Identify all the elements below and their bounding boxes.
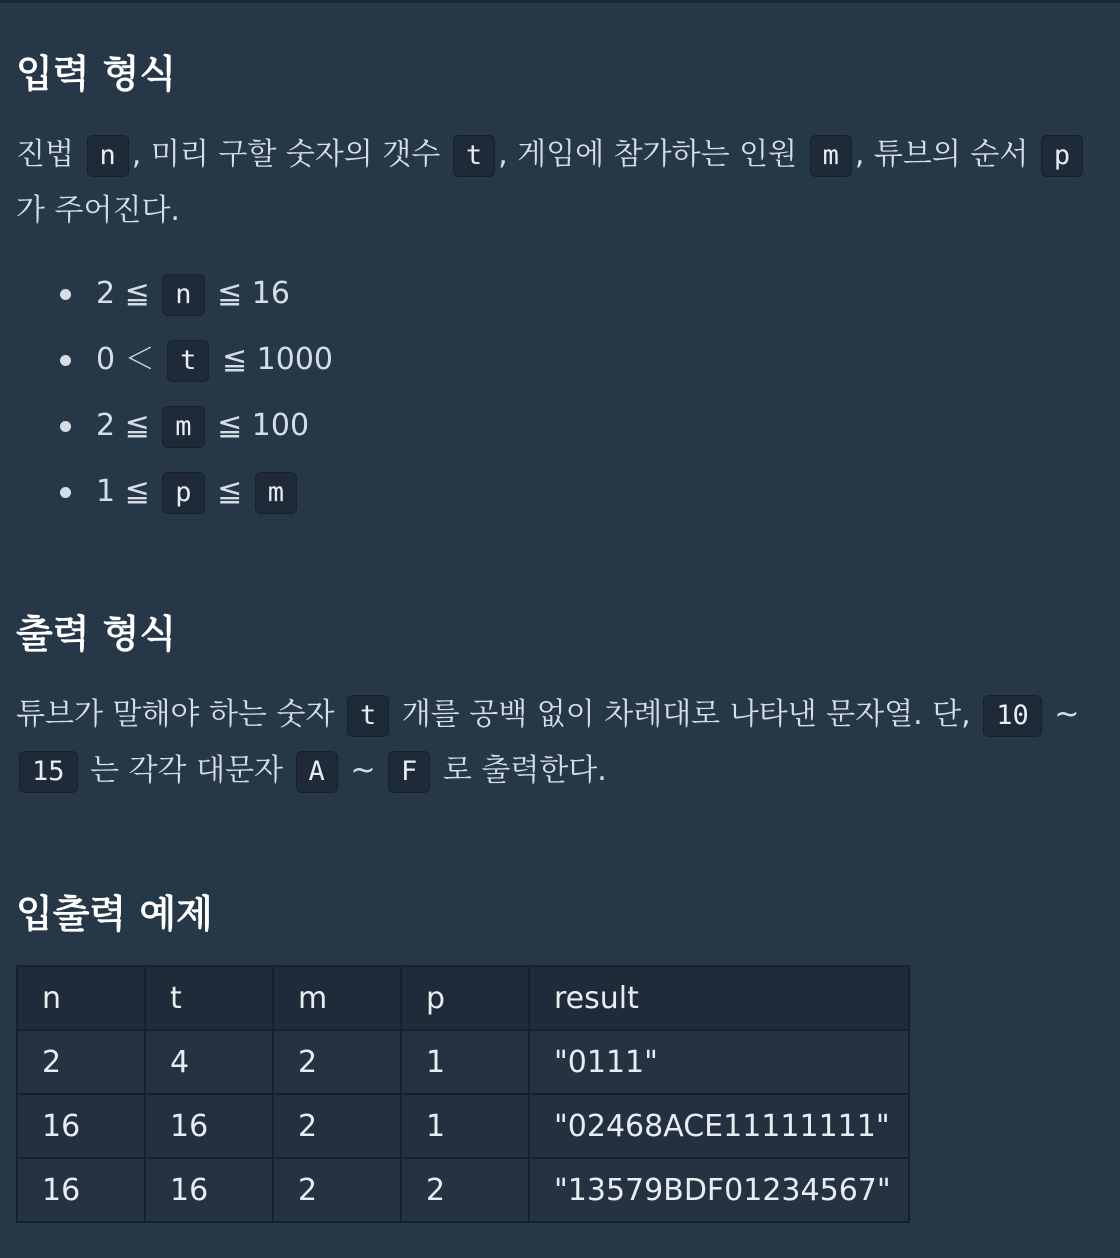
inline-code: m bbox=[255, 472, 297, 514]
text-segment: 1 ≦ bbox=[96, 474, 160, 509]
constraint-item bbox=[60, 459, 333, 525]
table-cell: 1 bbox=[401, 1094, 529, 1158]
text-segment: ~ bbox=[340, 753, 386, 788]
table-cell: 1 bbox=[401, 1030, 529, 1094]
table-header-row bbox=[17, 966, 909, 1030]
table-cell: 16 bbox=[145, 1158, 273, 1222]
input-format-description bbox=[16, 127, 1096, 239]
table-row bbox=[17, 1158, 909, 1222]
inline-code: F bbox=[388, 751, 430, 793]
table-row bbox=[17, 1030, 909, 1094]
column-header-p: p bbox=[401, 966, 529, 1030]
table-cell: 16 bbox=[145, 1094, 273, 1158]
inline-code: n bbox=[87, 135, 129, 177]
column-header-result: result bbox=[529, 966, 909, 1030]
output-format-description bbox=[16, 687, 1096, 799]
inline-code: m bbox=[162, 406, 204, 448]
column-header-m: m bbox=[273, 966, 401, 1030]
text-segment: , 미리 구할 숫자의 갯수 bbox=[131, 137, 450, 172]
bullet-icon bbox=[60, 487, 71, 498]
table-cell: 2 bbox=[273, 1158, 401, 1222]
constraint-item bbox=[60, 261, 333, 327]
bullet-icon bbox=[60, 421, 71, 432]
inline-code: p bbox=[1041, 135, 1083, 177]
table-cell: 16 bbox=[17, 1158, 145, 1222]
text-segment: ≦ bbox=[207, 474, 252, 509]
text-segment: 2 ≦ bbox=[96, 408, 160, 443]
inline-code: A bbox=[296, 751, 338, 793]
text-segment: , 게임에 참가하는 인원 bbox=[498, 137, 807, 172]
bullet-icon bbox=[60, 289, 71, 300]
inline-code: n bbox=[162, 274, 204, 316]
inline-code: p bbox=[162, 472, 204, 514]
io-examples-title: 입출력 예제 bbox=[16, 892, 213, 936]
table-cell: 2 bbox=[17, 1030, 145, 1094]
column-header-t: t bbox=[145, 966, 273, 1030]
inline-code: t bbox=[347, 695, 389, 737]
inline-code: t bbox=[167, 340, 209, 382]
input-format-title: 입력 형식 bbox=[16, 52, 177, 96]
text-segment: 튜브가 말해야 하는 숫자 bbox=[16, 697, 344, 732]
column-header-n: n bbox=[17, 966, 145, 1030]
text-segment: 는 각각 대문자 bbox=[80, 753, 293, 788]
text-segment: 0 ＜ bbox=[96, 342, 165, 377]
table-cell: "13579BDF01234567" bbox=[529, 1158, 909, 1222]
table-cell: "02468ACE11111111" bbox=[529, 1094, 909, 1158]
inline-code: 10 bbox=[983, 695, 1042, 737]
text-segment: 가 주어진다. bbox=[16, 193, 180, 228]
text-segment: ≦ 1000 bbox=[212, 342, 333, 377]
table-cell: 2 bbox=[273, 1094, 401, 1158]
table-row bbox=[17, 1094, 909, 1158]
constraint-item bbox=[60, 393, 333, 459]
output-format-title: 출력 형식 bbox=[16, 612, 177, 656]
text-segment: , 튜브의 순서 bbox=[854, 137, 1038, 172]
input-constraints-list bbox=[60, 261, 333, 525]
table-cell: 2 bbox=[273, 1030, 401, 1094]
table-cell: "0111" bbox=[529, 1030, 909, 1094]
inline-code: 15 bbox=[19, 751, 78, 793]
text-segment: 2 ≦ bbox=[96, 276, 160, 311]
text-segment: ≦ 16 bbox=[207, 276, 290, 311]
text-segment: 개를 공백 없이 차례대로 나타낸 문자열. 단, bbox=[392, 697, 981, 732]
table-cell: 4 bbox=[145, 1030, 273, 1094]
text-segment: ≦ 100 bbox=[207, 408, 310, 443]
text-segment: 로 출력한다. bbox=[433, 753, 607, 788]
text-segment: 진법 bbox=[16, 137, 84, 172]
bullet-icon bbox=[60, 355, 71, 366]
table-cell: 16 bbox=[17, 1094, 145, 1158]
inline-code: m bbox=[810, 135, 852, 177]
inline-code: t bbox=[453, 135, 495, 177]
io-examples-table bbox=[16, 965, 910, 1223]
text-segment: ~ bbox=[1044, 697, 1080, 732]
table-cell: 2 bbox=[401, 1158, 529, 1222]
constraint-item bbox=[60, 327, 333, 393]
